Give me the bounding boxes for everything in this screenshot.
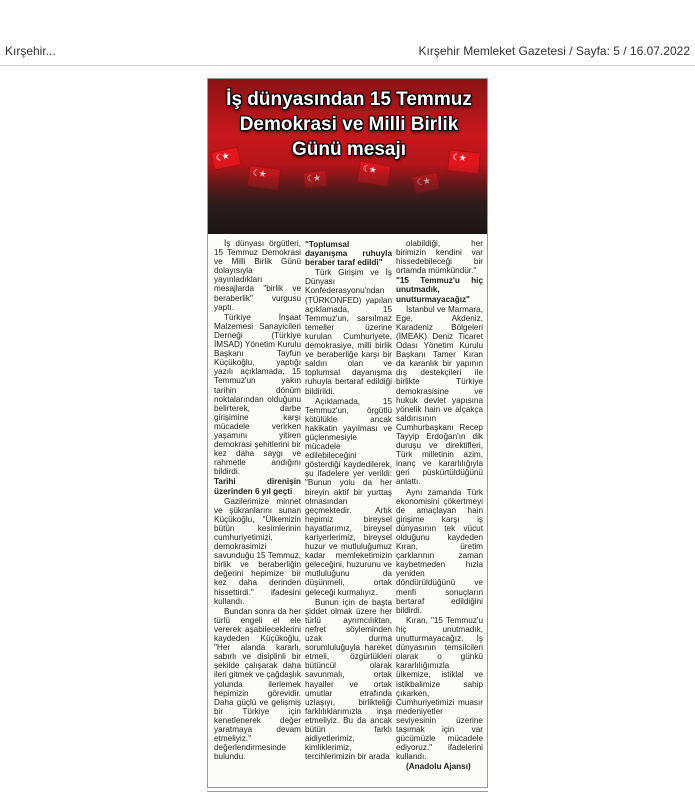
crowd-silhouette — [208, 164, 487, 234]
paragraph: Gazilerimize minnet ve şükranlarını sunan Küçükoğlu, "Ülkemizin bütün kesimlerinin cumhuriyetimizi, demokrasimizi savunduğu 15 Temmuz, birlik ve beraberliğin değerini hepimize bir kez daha derinden hissettirdi." ifadesini kullandı. — [214, 496, 301, 606]
paragraph: Kıran, "15 Temmuz'u hiç unutmadık, unutturmayacağız. İş dünyasının temsilcileri olarak o günkü kararlılığımızla ülkemize, istiklal ve istikbalimize sahip çıkarken, Cumhuriyetimizi muasır medeniyetler seviyesinin üzerine taşımak için var gücümüzle mücadele ediyoruz." ifadelerini kullandı. — [396, 615, 483, 762]
article-body — [214, 239, 484, 784]
subheading: "15 Temmuz'u hiç unutmadık, unutturmayacağız" — [396, 276, 483, 304]
article-column-2 — [305, 239, 392, 784]
paragraph: Bunun için de başta şiddet olmak üzere her türlü ayrımcılıktan, nefret söyleminden uzak durma sorumluluğuyla hareket etmeli, özgürlükleri bütüncül olarak savunmalı, ortak hayaller ve ortak umutlar etrafında uzlaşıyı, birlikteliği farklılıklarımızla inşa etmeliyiz. Bu da ancak bütün farklı aidiyetlerimiz, kimliklerimiz, tercihlerimizin bir arada — [305, 597, 392, 762]
clipping-header — [0, 0, 695, 66]
paragraph: Bundan sonra da her türlü engeli el ele vererek aşabileceklerini kaydeden Küçükoğlu, "Her alanda kararlı, sabırlı ve disiplinli bir şekilde çalışarak daha ileri gitmek ve çağdaşlık yolunda ilerlemek hepimizin görevidir. Daha güçlü ve gelişmiş bir Türkiye için kenetlenerek değer yaratmaya devam etmeliyiz." değerlendirmesinde bulundu. — [214, 606, 301, 762]
newspaper-clipping — [207, 78, 488, 788]
subheading: Tarihi direnişin üzerinden 6 yıl geçti — [214, 477, 301, 496]
paragraph: İstanbul ve Marmara, Ege, Akdeniz, Karadeniz Bölgeleri (İMEAK) Deniz Ticaret Odası Yönetim Kurulu Başkanı Tamer Kıran da karanlık bir yapının dış destekçileri ile birlikte Türkiye demokrasisine ve hukuk devlet yapısına yönelik hain ve alçakça saldırısının Cumhurbaşkanı Recep Tayyip Erdoğan'ın dik duruşu ve direktifleri, Türk milletinin azim, inanç ve kararlılığıyla geri püskürtüldüğünü anlattı. — [396, 304, 483, 487]
paragraph: olabildiği, her birimizin kendini var hissedebileceği bir ortamda mümkündür." — [396, 239, 483, 276]
paragraph: Türkiye İnşaat Malzemesi Sanayicileri Derneği (Türkiye İMSAD) Yönetim Kurulu Başkanı Tayfun Küçükoğlu, yaptığı yazılı açıklamada, 15 Temmuz'un yakın tarihin dönüm noktalarından olduğunu belirterek, darbe girişimine karşı mücadele verirken yaşamını yitiren demokrasi şehitlerini bir kez daha saygı ve rahmetle andığını bildirdi. — [214, 312, 301, 477]
paragraph: Açıklamada, 15 Temmuz'un, örgütlü kötülükle ancak hakikatin yayılması ve güçlenmesiyle mücadele edilebileceğini gösterdiği kaydedilerek, şu ifadelere yer verildi: "Bunun yolu da her bireyin aktif bir yurttaş olmasından geçmektedir. Artık hepimiz bireysel hayatlarımız, bireysel kariyerlerimiz, bireysel huzur ve mutluluğumuz kadar memleketimizin geleceğini, huzurunu ve mutluluğunu da düşünmeli, ortak geleceği kurmalıyız. — [305, 396, 392, 597]
paragraph: Aynı zamanda Türk ekonomisini çökertmeyi de amaçlayan hain girişime karşı iş dünyasının tek vücut olduğunu kaydeden Kıran, üretim çarklarının zaman kaybetmeden hızla yeniden döndürüldüğünü ve menfi sonuçların bertaraf edildiğini bildirdi. — [396, 487, 483, 615]
region-label: Kırşehir... — [5, 44, 56, 58]
subheading: "Toplumsal dayanışma ruhuyla beraber taraf edildi" — [305, 240, 392, 268]
headline-banner-image — [208, 79, 487, 234]
source-label: Kırşehir Memleket Gazetesi / Sayfa: 5 / 16.07.2022 — [418, 44, 690, 58]
article-column-1 — [214, 239, 301, 784]
article-column-3 — [396, 239, 483, 784]
article-headline: İş dünyasından 15 Temmuz Demokrasi ve Milli Birlik Günü mesajı — [226, 89, 472, 160]
source-credit: (Anadolu Ajansı) — [406, 762, 471, 772]
paragraph: İş dünyası örgütleri, 15 Temmuz Demokrasi ve Milli Birlik Günü dolayısıyla yayınladıkları mesajlarda "birlik ve beraberlik" vurgusu yaptı. — [214, 239, 301, 312]
paragraph: Türk Girişim ve İş Dünyası Konfederasyonu'ndan (TÜRKONFED) yapılan açıklamada, 15 Temmuz'un, sarsılmaz temeller üzerine kurulan Cumhuriyete, demokrasiye, milli birlik ve beraberliğe karşı bir saldırı olan ve toplumsal dayanışma ruhuyla bertaraf edildiği bildirildi. — [305, 268, 392, 396]
